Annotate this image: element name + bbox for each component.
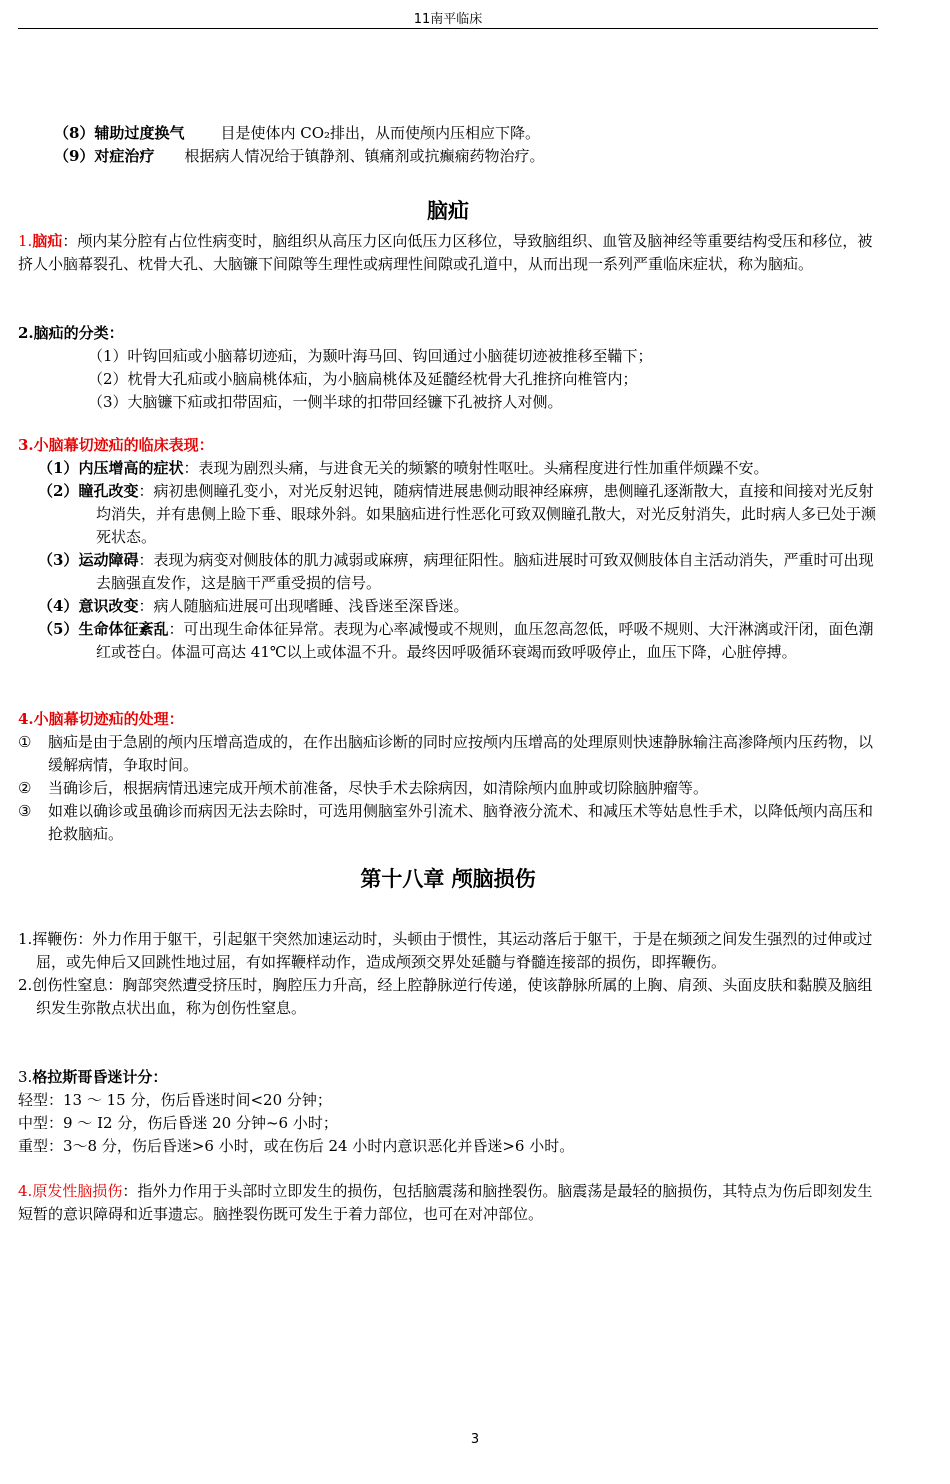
subsection-heading: 4.小脑幕切迹疝的处理：	[18, 710, 184, 728]
list-item: ① 脑疝是由于急剧的颅内压增高造成的，在作出脑疝诊断的同时应按颅内压增高的处理原则快速静脉输注高渗降颅内压药物，以缓解病情，争取时间。	[18, 733, 874, 774]
treatment-section	[18, 708, 878, 846]
gcs-line: 中型：9 ～ I2 分，伤后昏迷 20 分钟~6 小时；	[18, 1114, 338, 1132]
list-item: （2）枕骨大孔疝或小脑扁桃体疝，为小脑扁桃体及延髓经枕骨大孔推挤向椎管内；	[88, 370, 638, 388]
list-item: ③ 如难以确诊或虽确诊而病因无法去除时，可选用侧脑室外引流术、脑脊液分流术、和减压术等姑息性手术，以降低颅内高压和抢救脑疝。	[18, 802, 874, 843]
gcs-line: 重型：3～8 分，伤后昏迷>6 小时，或在伤后 24 小时内意识恶化并昏迷>6 小时。	[18, 1137, 575, 1155]
intro-item: （9）对症治疗 根据病人情况给于镇静剂、镇痛剂或抗癫痫药物治疗。	[54, 147, 545, 165]
list-item: 1.挥鞭伤：外力作用于躯干，引起躯干突然加速运动时，头顿由于惯性，其运动落后于躯干，于是在频颈之间发生强烈的过伸或过屈，或先伸后又回跳性地过屈，有如挥鞭样动作，造成颅颈交界处延髓与脊髓连接部的损伤，即挥鞭伤。	[18, 930, 873, 971]
list-item: （5）生命体征紊乱：可出现生命体征异常。表现为心率减慢或不规则，血压忽高忽低，呼吸不规则、大汗淋漓或汗闭，面色潮红或苍白。体温可高达 41℃以上或体温不升。最终因呼吸循环衰竭而致呼吸停止，血压下降，心脏停搏。	[38, 620, 874, 661]
list-item: （4）意识改变：病人随脑疝进展可出现嗜睡、浅昏迷至深昏迷。	[38, 597, 469, 615]
subsection-heading: 2.脑疝的分类：	[18, 324, 124, 342]
hernia-classification	[18, 322, 878, 414]
clinical-manifestations	[18, 434, 878, 664]
hernia-definition: 1.脑疝：颅内某分腔有占位性病变时，脑组织从高压力区向低压力区移位，导致脑组织、血管及脑神经等重要结构受压和移位，被挤人小脑幕裂孔、枕骨大孔、大脑镰下间隙等生理性或病理性间隙或孔道中，从而出现一系列严重临床症状，称为脑疝。	[18, 232, 873, 273]
intro-item: （8）辅助过度换气 目是使体内 CO₂排出，从而使颅内压相应下降。	[54, 124, 541, 142]
gcs-line: 轻型：13 ～ 15 分，伤后昏迷时间<20 分钟；	[18, 1091, 332, 1109]
list-item: （1）叶钩回疝或小脑幕切迹疝，为颞叶海马回、钩回通过小脑蓰切迹被推移至鞴下；	[88, 347, 653, 365]
list-item: （2）瞳孔改变：病初患侧瞳孔变小，对光反射迟钝，随病情进展患侧动眼神经麻痹，患侧瞳孔逐渐散大，直接和间接对光反射均消失，并有患侧上睑下垂、眼球外斜。如果脑疝进行性恶化可致双侧瞳孔散大，对光反射消失，此时病人多已处于濒死状态。	[38, 482, 877, 546]
list-item: （3）大脑镰下疝或扣带固疝，一侧半球的扣带回经镰下孔被挤人对侧。	[88, 393, 563, 411]
page-header: 11南平临床	[18, 8, 878, 29]
list-item: （3）运动障碍：表现为病变对侧肢体的肌力减弱或麻痹，病理征阳性。脑疝进展时可致双侧肢体自主活动消失，严重时可出现去脑强直发作，这是脑干严重受损的信号。	[38, 551, 874, 592]
page-number: 3	[470, 1432, 480, 1447]
list-item: （1）内压增高的症状：表现为剧烈头痛，与进食无关的频繁的喷射性呕吐。头痛程度进行性加重伴烦躁不安。	[38, 459, 769, 477]
primary-injury: 4.原发性脑损伤：指外力作用于头部时立即发生的损伤，包括脑震荡和脑挫裂伤。脑震荡是最轻的脑损伤，其特点为伤后即刻发生短暂的意识障碍和近事遗忘。脑挫裂伤既可发生于着力部位，也可在对冲部位。	[18, 1182, 873, 1223]
chapter-definitions	[18, 928, 878, 1020]
gcs-section	[18, 1066, 878, 1158]
chapter-title: 第十八章 颅脑损伤	[360, 867, 536, 891]
intro-section	[18, 122, 878, 168]
list-item: 2.创伤性窒息：胸部突然遭受挤压时，胸腔压力升高，经上腔静脉逆行传递，使该静脉所属的上胸、肩颈、头面皮肤和黏膜及脑组织发生弥散点状出血，称为创伤性窒息。	[18, 976, 873, 1017]
subsection-heading: 3.小脑幕切迹疝的临床表现：	[18, 436, 214, 454]
section-title: 脑疝	[427, 199, 469, 223]
subsection-heading: 3.格拉斯哥昏迷计分：	[18, 1068, 168, 1086]
list-item: ② 当确诊后，根据病情迅速完成开颅术前准备，尽快手术去除病因，如清除颅内血肿或切除脑肿瘤等。	[18, 779, 709, 797]
